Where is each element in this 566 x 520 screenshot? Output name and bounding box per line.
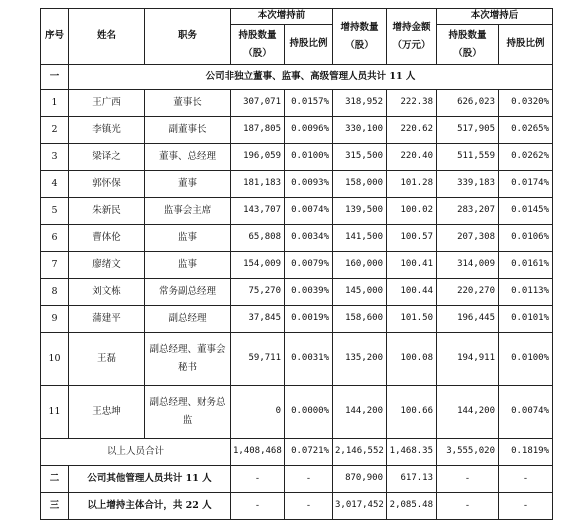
section-3-inc-shares: 3,017,452 [333, 493, 387, 520]
row-position: 副总经理、董事会秘书 [145, 333, 231, 386]
subtotal-after-ratio: 0.1819% [499, 439, 553, 466]
subtotal-inc-amount: 1,468.35 [387, 439, 437, 466]
row-after-ratio: 0.0161% [499, 252, 553, 279]
row-inc-amount: 222.38 [387, 90, 437, 117]
row-name: 刘文栋 [69, 279, 145, 306]
row-after-ratio: 0.0320% [499, 90, 553, 117]
row-before-ratio: 0.0079% [285, 252, 333, 279]
section-3-before-ratio: - [285, 493, 333, 520]
row-after-shares: 207,308 [437, 225, 499, 252]
row-position: 监事 [145, 225, 231, 252]
section-3-after-shares: - [437, 493, 499, 520]
row-after-shares: 517,905 [437, 117, 499, 144]
table-row [41, 144, 553, 171]
section-1-title: 公司非独立董事、监事、高级管理人员共计 11 人 [69, 65, 553, 90]
row-position: 董事长 [145, 90, 231, 117]
row-after-shares: 196,445 [437, 306, 499, 333]
header-inc-amount: 增持金额（万元） [387, 9, 437, 65]
row-before-ratio: 0.0093% [285, 171, 333, 198]
row-seq: 5 [41, 198, 69, 225]
row-position: 副董事长 [145, 117, 231, 144]
row-before-ratio: 0.0074% [285, 198, 333, 225]
section-3-inc-amount: 2,085.48 [387, 493, 437, 520]
row-after-shares: 314,009 [437, 252, 499, 279]
row-after-ratio: 0.0113% [499, 279, 553, 306]
row-inc-amount: 100.41 [387, 252, 437, 279]
row-name: 蒲建平 [69, 306, 145, 333]
table-row [41, 117, 553, 144]
row-inc-shares: 160,000 [333, 252, 387, 279]
row-after-shares: 283,207 [437, 198, 499, 225]
row-before-shares: 59,711 [231, 333, 285, 386]
section-2-inc-amount: 617.13 [387, 466, 437, 493]
row-inc-shares: 135,200 [333, 333, 387, 386]
row-position: 监事会主席 [145, 198, 231, 225]
row-inc-amount: 101.50 [387, 306, 437, 333]
row-after-shares: 194,911 [437, 333, 499, 386]
row-before-shares: 181,183 [231, 171, 285, 198]
row-position: 董事 [145, 171, 231, 198]
row-seq: 2 [41, 117, 69, 144]
row-before-ratio: 0.0096% [285, 117, 333, 144]
subtotal-inc-shares: 2,146,552 [333, 439, 387, 466]
subtotal-row [41, 439, 553, 466]
header-seq: 序号 [41, 9, 69, 65]
section-2-after-shares: - [437, 466, 499, 493]
row-inc-shares: 139,500 [333, 198, 387, 225]
row-inc-amount: 220.40 [387, 144, 437, 171]
row-inc-shares: 330,100 [333, 117, 387, 144]
row-inc-amount: 100.44 [387, 279, 437, 306]
header-before-shares: 持股数量（股） [231, 25, 285, 65]
row-after-shares: 339,183 [437, 171, 499, 198]
header-before-group: 本次增持前 [231, 9, 333, 25]
table-row [41, 198, 553, 225]
row-name: 李镇光 [69, 117, 145, 144]
section-2-row [41, 466, 553, 493]
section-2-inc-shares: 870,900 [333, 466, 387, 493]
row-seq: 8 [41, 279, 69, 306]
row-seq: 11 [41, 386, 69, 439]
section-1-row [41, 65, 553, 90]
row-after-ratio: 0.0074% [499, 386, 553, 439]
row-seq: 10 [41, 333, 69, 386]
row-after-ratio: 0.0106% [499, 225, 553, 252]
row-before-ratio: 0.0031% [285, 333, 333, 386]
row-before-shares: 75,270 [231, 279, 285, 306]
table-row [41, 171, 553, 198]
table-row [41, 333, 553, 386]
row-before-ratio: 0.0157% [285, 90, 333, 117]
row-name: 廖绪文 [69, 252, 145, 279]
row-before-shares: 65,808 [231, 225, 285, 252]
section-2-seq: 二 [41, 466, 69, 493]
subtotal-after-shares: 3,555,020 [437, 439, 499, 466]
row-after-shares: 220,270 [437, 279, 499, 306]
section-3-title: 以上增持主体合计，共 22 人 [69, 493, 231, 520]
row-seq: 4 [41, 171, 69, 198]
section-1-seq: 一 [41, 65, 69, 90]
section-3-seq: 三 [41, 493, 69, 520]
row-inc-shares: 315,500 [333, 144, 387, 171]
subtotal-label: 以上人员合计 [41, 439, 231, 466]
row-inc-amount: 101.28 [387, 171, 437, 198]
row-name: 郭怀保 [69, 171, 145, 198]
row-inc-shares: 158,000 [333, 171, 387, 198]
row-after-shares: 144,200 [437, 386, 499, 439]
row-seq: 1 [41, 90, 69, 117]
row-seq: 6 [41, 225, 69, 252]
table-row [41, 279, 553, 306]
section-3-before-shares: - [231, 493, 285, 520]
row-position: 副总经理、财务总监 [145, 386, 231, 439]
header-position: 职务 [145, 9, 231, 65]
row-before-ratio: 0.0100% [285, 144, 333, 171]
row-before-shares: 187,805 [231, 117, 285, 144]
row-before-ratio: 0.0034% [285, 225, 333, 252]
row-seq: 9 [41, 306, 69, 333]
section-2-before-shares: - [231, 466, 285, 493]
table-row [41, 386, 553, 439]
header-inc-shares: 增持数量（股） [333, 9, 387, 65]
table-row [41, 252, 553, 279]
row-after-ratio: 0.0262% [499, 144, 553, 171]
row-before-shares: 143,707 [231, 198, 285, 225]
header-after-ratio: 持股比例 [499, 25, 553, 65]
row-inc-amount: 100.57 [387, 225, 437, 252]
section-2-after-ratio: - [499, 466, 553, 493]
section-2-title: 公司其他管理人员共计 11 人 [69, 466, 231, 493]
header-before-ratio: 持股比例 [285, 25, 333, 65]
subtotal-before-ratio: 0.0721% [285, 439, 333, 466]
row-inc-shares: 144,200 [333, 386, 387, 439]
row-before-shares: 37,845 [231, 306, 285, 333]
row-after-ratio: 0.0100% [499, 333, 553, 386]
row-name: 朱新民 [69, 198, 145, 225]
row-name: 曹体伦 [69, 225, 145, 252]
row-before-shares: 154,009 [231, 252, 285, 279]
section-3-after-ratio: - [499, 493, 553, 520]
row-position: 董事、总经理 [145, 144, 231, 171]
row-position: 常务副总经理 [145, 279, 231, 306]
row-after-ratio: 0.0145% [499, 198, 553, 225]
header-after-shares: 持股数量（股） [437, 25, 499, 65]
row-inc-shares: 145,000 [333, 279, 387, 306]
shareholding-table [40, 8, 553, 520]
row-after-ratio: 0.0101% [499, 306, 553, 333]
row-name: 王广西 [69, 90, 145, 117]
table-row [41, 90, 553, 117]
row-before-shares: 307,071 [231, 90, 285, 117]
row-after-ratio: 0.0174% [499, 171, 553, 198]
row-seq: 3 [41, 144, 69, 171]
row-inc-amount: 220.62 [387, 117, 437, 144]
row-after-shares: 511,559 [437, 144, 499, 171]
header-name: 姓名 [69, 9, 145, 65]
row-before-shares: 0 [231, 386, 285, 439]
section-3-row [41, 493, 553, 520]
row-seq: 7 [41, 252, 69, 279]
header-after-group: 本次增持后 [437, 9, 553, 25]
subtotal-before-shares: 1,408,468 [231, 439, 285, 466]
row-before-ratio: 0.0039% [285, 279, 333, 306]
row-inc-shares: 318,952 [333, 90, 387, 117]
row-before-ratio: 0.0019% [285, 306, 333, 333]
row-position: 副总经理 [145, 306, 231, 333]
row-inc-shares: 141,500 [333, 225, 387, 252]
table-row [41, 306, 553, 333]
row-position: 监事 [145, 252, 231, 279]
row-after-ratio: 0.0265% [499, 117, 553, 144]
row-inc-amount: 100.02 [387, 198, 437, 225]
section-2-before-ratio: - [285, 466, 333, 493]
row-inc-amount: 100.66 [387, 386, 437, 439]
row-name: 王忠坤 [69, 386, 145, 439]
table-row [41, 225, 553, 252]
row-name: 梁译之 [69, 144, 145, 171]
row-before-shares: 196,059 [231, 144, 285, 171]
row-inc-shares: 158,600 [333, 306, 387, 333]
row-after-shares: 626,023 [437, 90, 499, 117]
row-name: 王磊 [69, 333, 145, 386]
row-inc-amount: 100.08 [387, 333, 437, 386]
row-before-ratio: 0.0000% [285, 386, 333, 439]
